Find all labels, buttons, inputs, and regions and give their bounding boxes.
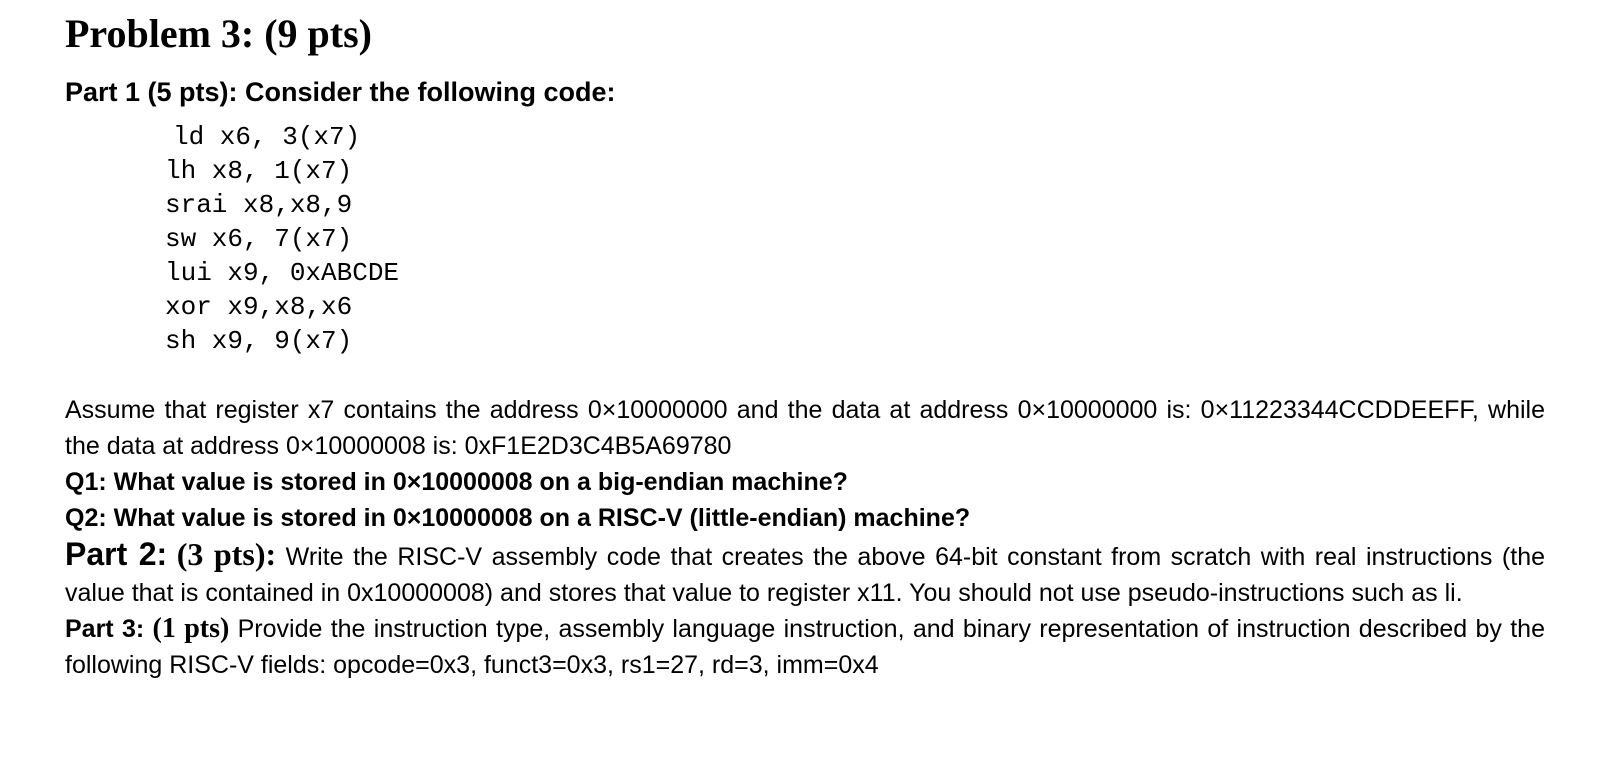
- question-1: Q1: What value is stored in 0×10000008 on a big-endian machine?: [65, 468, 848, 496]
- code-line: lh x8, 1(x7): [165, 156, 353, 186]
- code-line: lui x9, 0xABCDE: [165, 258, 400, 288]
- assumption-text: Assume that register x7 contains the address 0×10000000 and the data at address 0×10000000 is: 0×11223344CCDDEEFF, while the data at address 0×10000008 is: 0xF1E2D3C4B5A69780: [65, 396, 1545, 460]
- code-block: [165, 120, 1545, 358]
- code-line: sw x6, 7(x7): [165, 224, 353, 254]
- code-line: xor x9,x8,x6: [165, 292, 353, 322]
- problem-title: Problem 3: (9 pts): [65, 11, 372, 56]
- part2-points: (3 pts):: [176, 536, 277, 572]
- part2-text: Write the RISC-V assembly code that creates the above 64-bit constant from scratch with real instructions (the value that is contained in 0x10000008) and stores that value to register x11. You should not use pseudo-instructions such as li.: [65, 543, 1546, 607]
- code-line: ld x6, 3(x7): [173, 122, 361, 152]
- problem-page: [65, 8, 1545, 683]
- question-2: Q2: What value is stored in 0×10000008 on a RISC-V (little-endian) machine?: [65, 504, 971, 532]
- code-line: sh x9, 9(x7): [165, 326, 353, 356]
- part1-heading: Part 1 (5 pts): Consider the following code:: [65, 77, 616, 107]
- part3-text: Provide the instruction type, assembly language instruction, and binary representation of instruction described by the following RISC-V fields: opcode=0x3, funct3=0x3, rs1=27, rd=3, imm=0x4: [65, 615, 1545, 679]
- part3-points: (1 pts): [152, 613, 230, 644]
- part3-paragraph: [65, 611, 1545, 683]
- code-line: srai x8,x8,9: [165, 190, 353, 220]
- part2-label: Part 2:: [65, 536, 168, 572]
- part3-label: Part 3:: [65, 615, 145, 643]
- part2-paragraph: [65, 536, 1545, 611]
